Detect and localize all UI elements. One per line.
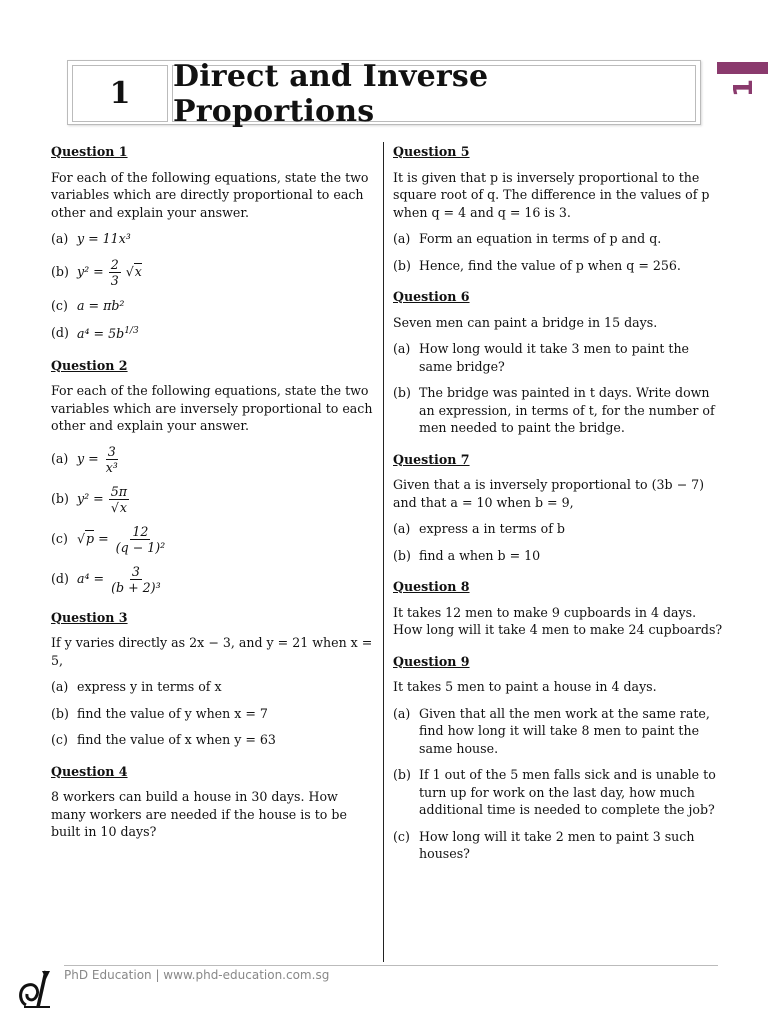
- question-5: [393, 143, 723, 274]
- question-7-part-a: [393, 520, 723, 538]
- equation: y = 11x³: [77, 231, 131, 246]
- question-8-text: It takes 12 men to make 9 cupboards in 4 days. How long will it take 4 men to make 24 cupboards?: [393, 604, 723, 637]
- part-label: (a): [51, 451, 69, 467]
- question-1-part-a: [51, 230, 376, 248]
- question-5-part-a: [393, 230, 723, 248]
- question-4: [51, 763, 376, 841]
- numerator: 2: [110, 256, 119, 272]
- question-3-part-a: [51, 678, 376, 696]
- radicand: x: [119, 499, 127, 515]
- question-9-part-b: [393, 766, 723, 819]
- question-1-part-d: [51, 323, 376, 343]
- denominator: [109, 500, 129, 515]
- equation-lhs: y =: [77, 450, 99, 466]
- part-label: (a): [51, 679, 69, 695]
- question-2-part-b: [51, 484, 376, 515]
- question-7: [393, 451, 723, 565]
- question-3-intro: If y varies directly as 2x − 3, and y = 21 when x = 5,: [51, 635, 373, 668]
- part-label: (a): [393, 341, 411, 356]
- question-6: [393, 288, 723, 437]
- denominator: x³: [105, 459, 118, 475]
- part-label: (d): [51, 325, 69, 341]
- part-label: (b): [51, 264, 69, 280]
- question-4-text: 8 workers can build a house in 30 days. How many workers are needed if the house is to be built in 10 days?: [51, 789, 347, 840]
- part-text: Form an equation in terms of p and q.: [419, 231, 662, 246]
- fraction: [109, 564, 163, 595]
- question-5-heading: Question 5: [393, 144, 470, 159]
- question-2: [51, 357, 376, 595]
- numerator: 3: [107, 443, 116, 459]
- radicand: x: [134, 263, 142, 279]
- equation: [77, 564, 164, 595]
- part-text: If 1 out of the 5 men falls sick and is unable to turn up for work on the last day, how much additional time is needed to complete the job?: [419, 767, 716, 817]
- part-text: find the value of y when x = 7: [77, 705, 268, 721]
- part-text: The bridge was painted in t days. Write down an expression, in terms of t, for the number of men needed to paint the bridge.: [419, 385, 715, 435]
- fraction: [104, 444, 120, 475]
- part-label: (b): [51, 705, 69, 721]
- part-label: (c): [51, 297, 68, 313]
- numerator: 3: [131, 563, 140, 579]
- question-1-part-b: [51, 257, 376, 288]
- question-2-part-a: [51, 444, 376, 475]
- equation-lhs: a⁴ =: [77, 570, 105, 586]
- question-5-text: It is given that p is inversely proportional to the square root of q. The difference in the values of p when q = 4 and q = 16 is 3.: [393, 169, 710, 220]
- part-text: express a in terms of b: [419, 521, 565, 536]
- denominator: (q − 1)²: [115, 539, 166, 555]
- question-3-heading: Question 3: [51, 609, 128, 625]
- part-label: (b): [393, 385, 411, 400]
- numerator: 5π: [110, 483, 128, 499]
- equation-lhs: y² =: [77, 490, 104, 506]
- part-label: (d): [51, 571, 69, 587]
- question-6-part-a: [393, 340, 723, 375]
- question-9-text: It takes 5 men to paint a house in 4 days.: [393, 679, 657, 694]
- question-8: [393, 578, 723, 639]
- fraction: [109, 257, 121, 288]
- part-text: find a when b = 10: [419, 547, 541, 563]
- equation-lhs: y² =: [77, 263, 104, 279]
- column-divider: [383, 142, 384, 962]
- part-text: Hence, find the value of p when q = 256.: [419, 257, 681, 273]
- question-9-heading: Question 9: [393, 653, 470, 669]
- part-label: (b): [393, 547, 411, 563]
- question-3: [51, 609, 376, 749]
- part-label: (b): [51, 491, 69, 507]
- question-1-part-c: [51, 297, 376, 315]
- question-3-part-b: [51, 705, 376, 723]
- part-label: (a): [393, 231, 411, 246]
- sqrt-symbol: √: [125, 263, 134, 279]
- part-label: (c): [51, 732, 68, 748]
- part-label: (b): [393, 767, 411, 782]
- chapter-title-box: [67, 58, 701, 129]
- question-6-heading: Question 6: [393, 289, 470, 304]
- question-9: [393, 653, 723, 863]
- question-7-text: Given that a is inversely proportional to (3b − 7) and that a = 10 when b = 9,: [393, 477, 705, 510]
- question-6-part-b: [393, 384, 723, 437]
- equation: [77, 323, 139, 343]
- footer-divider: [64, 965, 718, 966]
- question-7-part-b: [393, 547, 723, 565]
- question-6-text: Seven men can paint a bridge in 15 days.: [393, 314, 658, 330]
- denominator: (b + 2)³: [111, 579, 161, 595]
- exponent: 1/3: [124, 326, 139, 336]
- footer-text: PhD Education | www.phd-education.com.sg: [64, 968, 330, 982]
- question-9-part-c: [393, 828, 723, 863]
- question-2-part-d: [51, 564, 376, 595]
- equation: a = πb²: [77, 297, 125, 313]
- part-text: express y in terms of x: [77, 679, 222, 695]
- part-label: (a): [393, 521, 411, 536]
- question-1-heading: Question 1: [51, 144, 128, 159]
- denominator: 3: [110, 272, 119, 288]
- equation: [77, 444, 121, 475]
- left-column: [51, 143, 376, 855]
- equation: [77, 524, 168, 555]
- question-4-heading: Question 4: [51, 763, 128, 779]
- part-label: (c): [51, 531, 68, 547]
- question-1-text: For each of the following equations, state the two variables which are directly proportional to each other and explain your answer.: [51, 169, 369, 220]
- chapter-number: 1: [72, 65, 168, 122]
- numerator: 12: [132, 523, 149, 539]
- equation-lhs: a⁴ = 5b: [77, 326, 125, 342]
- part-text: How long would it take 3 men to paint the same bridge?: [419, 341, 690, 374]
- part-text: How long will it take 2 men to paint 3 such houses?: [419, 828, 695, 861]
- equals-sign: =: [94, 530, 109, 546]
- part-label: (b): [393, 257, 411, 273]
- part-label: (a): [393, 705, 411, 721]
- phd-logo-icon: [16, 965, 56, 1009]
- question-9-part-a: [393, 705, 723, 758]
- question-1: [51, 143, 376, 343]
- question-8-heading: Question 8: [393, 579, 470, 594]
- part-label: (a): [51, 231, 69, 246]
- part-text: find the value of x when y = 63: [77, 732, 276, 748]
- equation: [77, 257, 142, 288]
- fraction: [109, 484, 129, 515]
- right-column: [393, 143, 723, 877]
- chapter-title: Direct and Inverse Proportions: [172, 65, 696, 122]
- sqrt-symbol: √: [77, 530, 86, 546]
- question-2-heading: Question 2: [51, 357, 128, 373]
- side-page-number: 1: [729, 78, 759, 98]
- equation: [77, 484, 130, 515]
- question-7-heading: Question 7: [393, 451, 470, 467]
- question-5-part-b: [393, 257, 723, 275]
- question-2-text: For each of the following equations, state the two variables which are inversely proportional to each other and explain your answer.: [51, 383, 373, 434]
- sqrt-symbol: √: [110, 499, 119, 515]
- fraction: [114, 524, 168, 555]
- part-label: (c): [393, 828, 410, 844]
- part-text: Given that all the men work at the same rate, find how long it will take 8 men to paint the same house.: [419, 705, 710, 756]
- question-3-part-c: [51, 731, 376, 749]
- radicand: p: [86, 530, 95, 546]
- question-2-part-c: [51, 524, 376, 555]
